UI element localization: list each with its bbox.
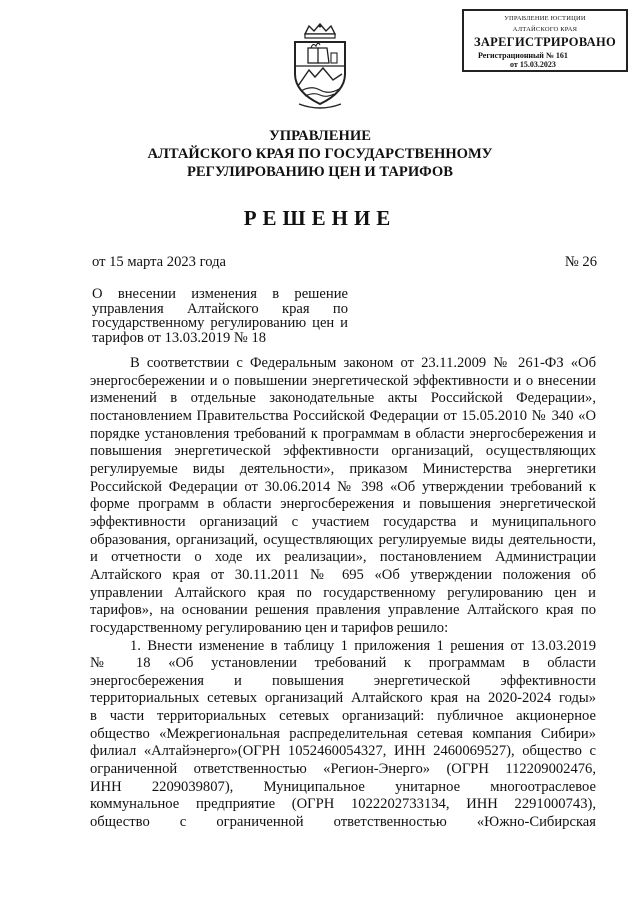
document-body (90, 355, 596, 832)
document-type-title: РЕШЕНИЕ (243, 206, 397, 230)
stamp-reg-date: от 15.03.2023 (510, 60, 556, 69)
item-1-line: в части территориальных сетевых организаций: публичное акционерное (90, 708, 596, 725)
issuer-heading-line1: УПРАВЛЕНИЕ (269, 128, 371, 144)
item-1-line: энергосбережения и повышения энергетической эффективности (90, 672, 596, 689)
item-1-line: общество с ограниченной ответственностью «Южно-Сибирская (90, 814, 596, 831)
preamble-paragraph: В соответствии с Федеральным законом от 23.11.2009 № 261-ФЗ «Об энергосбережении и о повышении энергетической эффективности и о внесении изменений в отдельные законодательные акты Российской Федерации», постановлением Правительства Российской Федерации от 15.05.2010 № 340 «О порядке установления требований к программам в области энергосбережения и повышения энергетической эффективности организаций, осуществляющих регулируемые виды деятельности», приказом Министерства энергетики Российской Федерации от 30.06.2014 № 398 «Об утверждении требований к форме программ в области энергосбережения и повышения энергетической эффективности организаций с участием государства и муниципального образования, организаций, осуществляющих регулируемые виды деятельности, и отчетности о ходе их реализации», постановлением Администрации Алтайского края от 30.11.2011 № 695 «Об утверждении положения об управлении Алтайского края по государственному регулированию цен и тарифов», на основании решения правления управление Алтайского края по государственному регулированию цен и тарифов решило: (90, 355, 596, 636)
altai-krai-coat-of-arms-icon (287, 22, 353, 110)
item-1-line: общество «Межрегиональная распределительная сетевая компания Сибири» (90, 725, 596, 742)
item-1-line: ИНН 2209039807), Муниципальное унитарное многоотраслевое (90, 778, 596, 795)
document-date: от 15 марта 2023 года (92, 254, 227, 270)
document-subject: О внесении изменения в решение управления Алтайского края по государственному регулированию цен и тарифов от 13.03.2019 № 18 (92, 286, 348, 346)
item-1-paragraph (90, 638, 596, 832)
stamp-org-line1: УПРАВЛЕНИЕ ЮСТИЦИИ (504, 15, 586, 22)
stamp-status: ЗАРЕГИСТРИРОВАНО (473, 35, 617, 49)
registration-stamp (462, 9, 628, 72)
issuer-heading-line3: РЕГУЛИРОВАНИЮ ЦЕН И ТАРИФОВ (187, 164, 453, 180)
item-1-line: филиал «Алтайэнерго»(ОГРН 1052460054327, ИНН 2460069527), общество с (90, 743, 596, 760)
document-number: № 26 (564, 254, 597, 270)
item-1-line: территориальных сетевых организаций Алтайского края на 2020-2024 годы» (90, 690, 596, 707)
item-1-line: 1. Внести изменение в таблицу 1 приложения 1 решения от 13.03.2019 (130, 637, 596, 654)
stamp-reg-number: Регистрационный № 161 (478, 51, 568, 60)
issuer-heading (90, 127, 550, 181)
item-1-line: ограниченной ответственностью «Регион-Энерго» (ОГРН 112209002476, (90, 761, 596, 778)
issuer-heading-line2: АЛТАЙСКОГО КРАЯ ПО ГОСУДАРСТВЕННОМУ (147, 146, 493, 162)
item-1-line: № 18 «Об установлении требований к программам в области (90, 655, 596, 672)
item-1-line: коммунальное предприятие (ОГРН 1022202733134, ИНН 2291000743), (90, 796, 596, 813)
stamp-org-line2: АЛТАЙСКОГО КРАЯ (512, 26, 578, 33)
